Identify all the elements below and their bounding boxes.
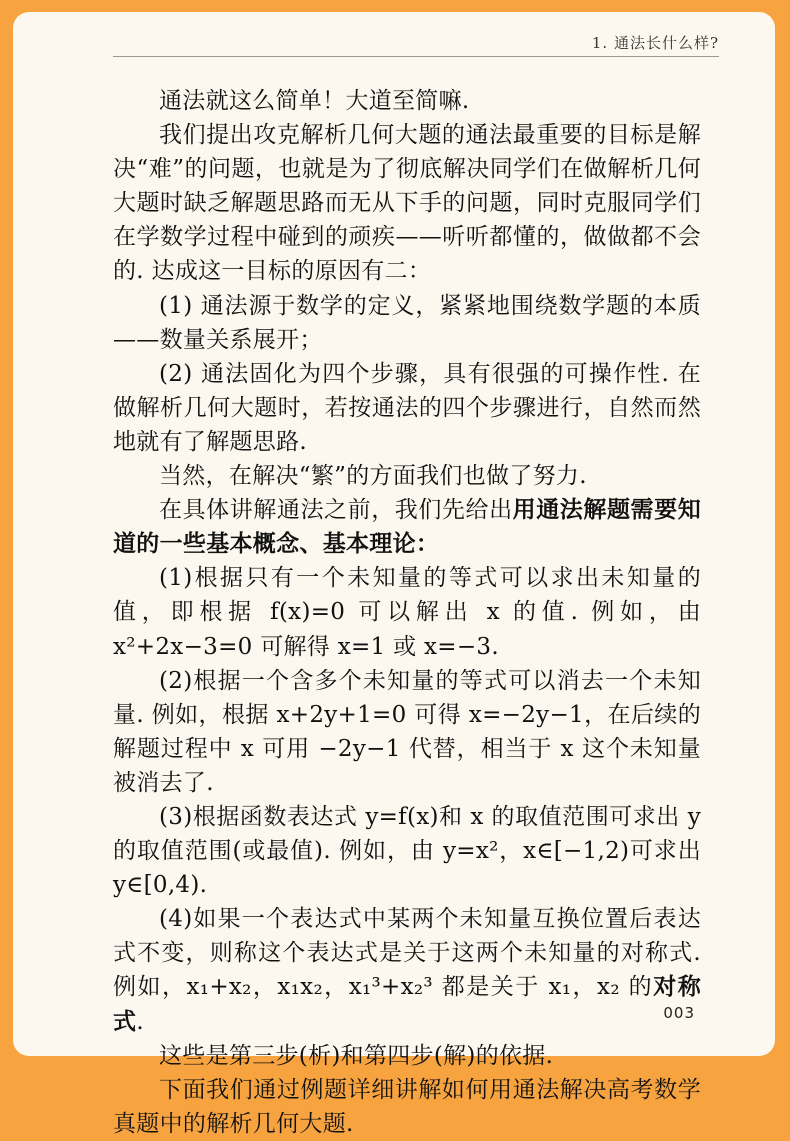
page: [13, 12, 775, 1137]
paragraph-7: (1)根据只有一个未知量的等式可以求出未知量的值，即根据 f(x)=0 可以解出 x 的值. 例如，由 x²+2x−3=0 可解得 x=1 或 x=−3.: [113, 565, 701, 660]
paragraph-10: [113, 902, 701, 1038]
paragraph-2: 我们提出攻克解析几何大题的通法最重要的目标是解决“难”的问题，也就是为了彻底解决同学们在做解析几何大题时缺乏解题思路而无从下手的问题，同时克服同学们在学数学过程中碰到的顽疾——听听都懂的，做做都不会的. 达成这一目标的原因有二：: [113, 122, 701, 285]
header-rule: [113, 56, 719, 57]
running-header: 1. 通法长什么样?: [591, 34, 719, 52]
paragraph-6-text: 在具体讲解通法之前，我们先给出: [159, 497, 513, 524]
paragraph-1: 通法就这么简单！大道至简嘛.: [159, 88, 470, 114]
paragraph-10-bold: 对称式: [113, 974, 701, 1035]
paragraph-8: (2)根据一个含多个未知量的等式可以消去一个未知量. 例如，根据 x+2y+1=0 可得 x=−2y−1，在后续的解题过程中 x 可用 −2y−1 代替，相当于 x 这个未知量被消去了.: [113, 667, 701, 796]
paragraph-10-text: (4)如果一个表达式中某两个未知量互换位置后表达式不变，则称这个表达式是关于这两个未知量的对称式. 例如，x₁+x₂，x₁x₂，x₁³+x₂³ 都是关于 x₁，x₂ 的: [113, 906, 701, 1001]
paragraph-10-end: .: [136, 1008, 144, 1035]
paragraph-4: (2) 通法固化为四个步骤，具有很强的可操作性. 在做解析几何大题时，若按通法的四个步骤进行，自然而然地就有了解题思路.: [113, 360, 701, 455]
paragraph-9: (3)根据函数表达式 y=f(x)和 x 的取值范围可求出 y 的取值范围(或最值). 例如，由 y=x²，x∈[−1,2)可求出 y∈[0,4).: [113, 803, 701, 899]
paragraph-5: 当然，在解决“繁”的方面我们也做了努力.: [159, 463, 587, 490]
paragraph-3: (1) 通法源于数学的定义，紧紧地围绕数学题的本质——数量关系展开；: [113, 292, 701, 353]
paragraph-11: 这些是第三步(析)和第四步(解)的依据.: [159, 1042, 554, 1069]
paragraph-12: 下面我们通过例题详细讲解如何用通法解决高考数学真题中的解析几何大题.: [113, 1076, 701, 1137]
paragraph-6-bold: 用通法解题需要知道的一些基本概念、基本理论：: [113, 497, 701, 558]
body-text: [113, 84, 701, 1141]
paragraph-6: [113, 493, 701, 561]
page-number: 003: [663, 1004, 695, 1022]
